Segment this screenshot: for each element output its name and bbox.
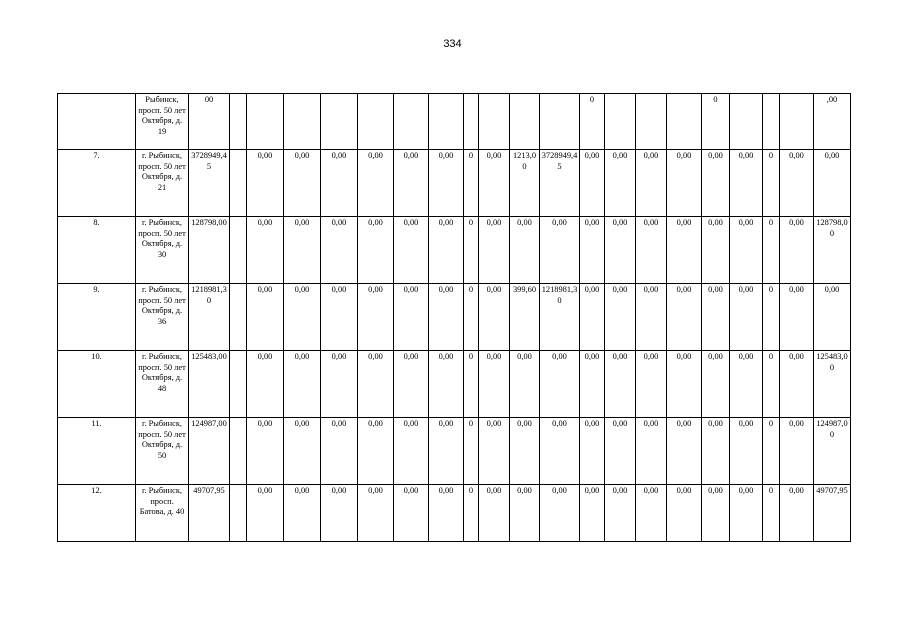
table-cell bbox=[667, 94, 702, 150]
table-cell: 0,00 bbox=[284, 284, 321, 351]
table-cell: 0,00 bbox=[358, 150, 394, 217]
table-cell: 0,00 bbox=[667, 418, 702, 485]
table-cell: 0 bbox=[464, 150, 479, 217]
table-cell bbox=[780, 94, 814, 150]
table-cell bbox=[230, 150, 247, 217]
address-cell: г. Рыбинск, просп. 50 лет Октября, д. 50 bbox=[136, 418, 189, 485]
table-cell: 0,00 bbox=[605, 485, 636, 542]
table-cell: 0,00 bbox=[730, 485, 763, 542]
table-cell: 0,00 bbox=[510, 485, 540, 542]
table-cell: 0 bbox=[763, 217, 780, 284]
table-cell: 0,00 bbox=[580, 351, 605, 418]
table-cell: 0,00 bbox=[814, 150, 851, 217]
table-cell: 0,00 bbox=[429, 150, 464, 217]
data-table bbox=[57, 93, 851, 542]
table-cell: 124987,00 bbox=[814, 418, 851, 485]
table-cell: 0,00 bbox=[284, 485, 321, 542]
table-cell: 0,00 bbox=[479, 150, 510, 217]
table-cell: 0 bbox=[763, 351, 780, 418]
table-cell bbox=[540, 94, 580, 150]
address-cell: г. Рыбинск, просп. 50 лет Октября, д. 30 bbox=[136, 217, 189, 284]
table-cell: 0,00 bbox=[667, 217, 702, 284]
table-cell: 0,00 bbox=[605, 418, 636, 485]
table-cell: 0,00 bbox=[394, 217, 429, 284]
table-cell bbox=[321, 94, 358, 150]
table-cell: 0,00 bbox=[284, 351, 321, 418]
table-cell bbox=[730, 94, 763, 150]
table-cell: 0 bbox=[464, 284, 479, 351]
table-cell: 0,00 bbox=[730, 150, 763, 217]
table-cell: 0,00 bbox=[510, 217, 540, 284]
table-cell: 0,00 bbox=[702, 284, 730, 351]
table-cell: 0,00 bbox=[429, 284, 464, 351]
address-cell: г. Рыбинск, просп. 50 лет Октября, д. 48 bbox=[136, 351, 189, 418]
table-cell: 0,00 bbox=[780, 217, 814, 284]
table-cell: 1218981,30 bbox=[189, 284, 230, 351]
table-cell: 0,00 bbox=[358, 217, 394, 284]
table-cell: 0,00 bbox=[284, 150, 321, 217]
table-cell: 0,00 bbox=[358, 418, 394, 485]
table-cell bbox=[230, 284, 247, 351]
table-cell: 0,00 bbox=[510, 418, 540, 485]
table-cell: 0,00 bbox=[667, 150, 702, 217]
table-cell: 0,00 bbox=[429, 485, 464, 542]
row-number-cell: 7. bbox=[58, 150, 136, 217]
table-cell: 0,00 bbox=[580, 150, 605, 217]
table-cell bbox=[429, 94, 464, 150]
table-row bbox=[58, 94, 851, 150]
table-cell bbox=[763, 94, 780, 150]
table-cell: 0,00 bbox=[580, 284, 605, 351]
address-cell: Рыбинск, просп. 50 лет Октября, д. 19 bbox=[136, 94, 189, 150]
table-row bbox=[58, 418, 851, 485]
table-cell: 0,00 bbox=[247, 217, 284, 284]
table-body bbox=[58, 94, 851, 542]
table-cell bbox=[636, 94, 667, 150]
table-cell: 0,00 bbox=[429, 351, 464, 418]
table-cell: 0,00 bbox=[667, 351, 702, 418]
table-cell: 0 bbox=[763, 418, 780, 485]
address-cell: г. Рыбинск, просп. 50 лет Октября, д. 36 bbox=[136, 284, 189, 351]
row-number-cell: 8. bbox=[58, 217, 136, 284]
table-cell: 0,00 bbox=[394, 418, 429, 485]
table-row bbox=[58, 284, 851, 351]
table-cell: 0 bbox=[702, 94, 730, 150]
table-cell: 128798,00 bbox=[189, 217, 230, 284]
row-number-cell: 9. bbox=[58, 284, 136, 351]
table-cell: 0,00 bbox=[702, 150, 730, 217]
table-cell: 0,00 bbox=[284, 217, 321, 284]
table-cell: 399,60 bbox=[510, 284, 540, 351]
table-cell: 0,00 bbox=[730, 217, 763, 284]
table-cell: 0,00 bbox=[636, 284, 667, 351]
table-cell: 0,00 bbox=[605, 217, 636, 284]
row-number-cell: 11. bbox=[58, 418, 136, 485]
table-cell: 0,00 bbox=[479, 418, 510, 485]
table-cell: 0,00 bbox=[321, 418, 358, 485]
table-cell: 0,00 bbox=[636, 351, 667, 418]
table-cell bbox=[230, 94, 247, 150]
table-cell: 0,00 bbox=[394, 485, 429, 542]
table-cell bbox=[358, 94, 394, 150]
table-cell bbox=[479, 94, 510, 150]
table-cell: 0,00 bbox=[540, 351, 580, 418]
table-cell: 1218981,30 bbox=[540, 284, 580, 351]
table-cell: 0,00 bbox=[605, 150, 636, 217]
table-cell: 0,00 bbox=[780, 150, 814, 217]
address-cell: г. Рыбинск, просп. 50 лет Октября, д. 21 bbox=[136, 150, 189, 217]
table-cell: 0,00 bbox=[580, 418, 605, 485]
table-cell: 0,00 bbox=[636, 418, 667, 485]
table-cell: 124987,00 bbox=[189, 418, 230, 485]
table-cell: 3728949,45 bbox=[540, 150, 580, 217]
table-cell: 0,00 bbox=[702, 418, 730, 485]
table-cell: 0,00 bbox=[702, 485, 730, 542]
table-cell: 0,00 bbox=[247, 351, 284, 418]
table-cell: 0,00 bbox=[780, 351, 814, 418]
table-cell: 0,00 bbox=[702, 217, 730, 284]
table-cell: 125483,00 bbox=[814, 351, 851, 418]
table-cell bbox=[605, 94, 636, 150]
table-cell: 0,00 bbox=[429, 418, 464, 485]
table-cell: 125483,00 bbox=[189, 351, 230, 418]
table-row bbox=[58, 351, 851, 418]
table-cell bbox=[510, 94, 540, 150]
table-cell: 0,00 bbox=[730, 284, 763, 351]
table-cell: 0,00 bbox=[479, 485, 510, 542]
table-cell: 0 bbox=[763, 150, 780, 217]
table-cell: 0,00 bbox=[730, 351, 763, 418]
table-cell: 0,00 bbox=[394, 150, 429, 217]
address-cell: г. Рыбинск, просп. Батова, д. 40 bbox=[136, 485, 189, 542]
table-cell: 0,00 bbox=[730, 418, 763, 485]
table-cell: 00 bbox=[189, 94, 230, 150]
table-cell: 0,00 bbox=[605, 351, 636, 418]
table-cell bbox=[247, 94, 284, 150]
table-cell bbox=[230, 351, 247, 418]
table-cell: 0,00 bbox=[321, 351, 358, 418]
table-cell bbox=[464, 94, 479, 150]
table-cell: 0,00 bbox=[580, 217, 605, 284]
table-cell: 0,00 bbox=[540, 217, 580, 284]
table-cell: 0,00 bbox=[394, 284, 429, 351]
table-cell bbox=[394, 94, 429, 150]
table-cell: 0 bbox=[763, 284, 780, 351]
table-row bbox=[58, 150, 851, 217]
table-cell: 0,00 bbox=[540, 485, 580, 542]
table-row bbox=[58, 217, 851, 284]
table-cell: 1213,00 bbox=[510, 150, 540, 217]
table-cell: 49707,95 bbox=[189, 485, 230, 542]
table-cell: 0,00 bbox=[780, 284, 814, 351]
table-cell: 0,00 bbox=[479, 284, 510, 351]
table-cell: 0,00 bbox=[605, 284, 636, 351]
table-cell: 0,00 bbox=[358, 351, 394, 418]
table-cell: 0,00 bbox=[702, 351, 730, 418]
table-cell: 0,00 bbox=[321, 284, 358, 351]
table-cell: 0,00 bbox=[479, 351, 510, 418]
table-cell: 0,00 bbox=[780, 485, 814, 542]
table-cell: 0,00 bbox=[667, 485, 702, 542]
table-cell: 0,00 bbox=[321, 150, 358, 217]
table-cell: 0,00 bbox=[580, 485, 605, 542]
table-cell bbox=[230, 418, 247, 485]
table-cell: 0 bbox=[464, 485, 479, 542]
table-cell: 0 bbox=[464, 351, 479, 418]
table-cell: 0,00 bbox=[429, 217, 464, 284]
table-cell: 0,00 bbox=[394, 351, 429, 418]
table-cell: 3728949,45 bbox=[189, 150, 230, 217]
table-row bbox=[58, 485, 851, 542]
table-cell: 0,00 bbox=[636, 150, 667, 217]
table-cell: 0,00 bbox=[636, 217, 667, 284]
table-cell: 0 bbox=[464, 217, 479, 284]
table-cell: 0,00 bbox=[321, 217, 358, 284]
table-cell: 0 bbox=[580, 94, 605, 150]
row-number-cell: 10. bbox=[58, 351, 136, 418]
table-cell bbox=[230, 485, 247, 542]
row-number-cell bbox=[58, 94, 136, 150]
table-cell: 0,00 bbox=[247, 485, 284, 542]
table-cell: 0,00 bbox=[814, 284, 851, 351]
table-cell bbox=[284, 94, 321, 150]
table-cell: 0 bbox=[464, 418, 479, 485]
page-number: 334 bbox=[443, 38, 462, 50]
table-cell: 0,00 bbox=[284, 418, 321, 485]
table-cell: 0,00 bbox=[247, 418, 284, 485]
table-cell: 0,00 bbox=[247, 150, 284, 217]
table-cell bbox=[230, 217, 247, 284]
table-cell: 0 bbox=[763, 485, 780, 542]
table-cell: 0,00 bbox=[358, 485, 394, 542]
table-cell: 0,00 bbox=[321, 485, 358, 542]
table-cell: ,00 bbox=[814, 94, 851, 150]
table-cell: 0,00 bbox=[479, 217, 510, 284]
table-cell: 0,00 bbox=[780, 418, 814, 485]
table-cell: 128798,00 bbox=[814, 217, 851, 284]
table-cell: 0,00 bbox=[358, 284, 394, 351]
table-cell: 0,00 bbox=[540, 418, 580, 485]
table-cell: 49707,95 bbox=[814, 485, 851, 542]
table-cell: 0,00 bbox=[510, 351, 540, 418]
table-cell: 0,00 bbox=[667, 284, 702, 351]
table-cell: 0,00 bbox=[636, 485, 667, 542]
table-cell: 0,00 bbox=[247, 284, 284, 351]
row-number-cell: 12. bbox=[58, 485, 136, 542]
